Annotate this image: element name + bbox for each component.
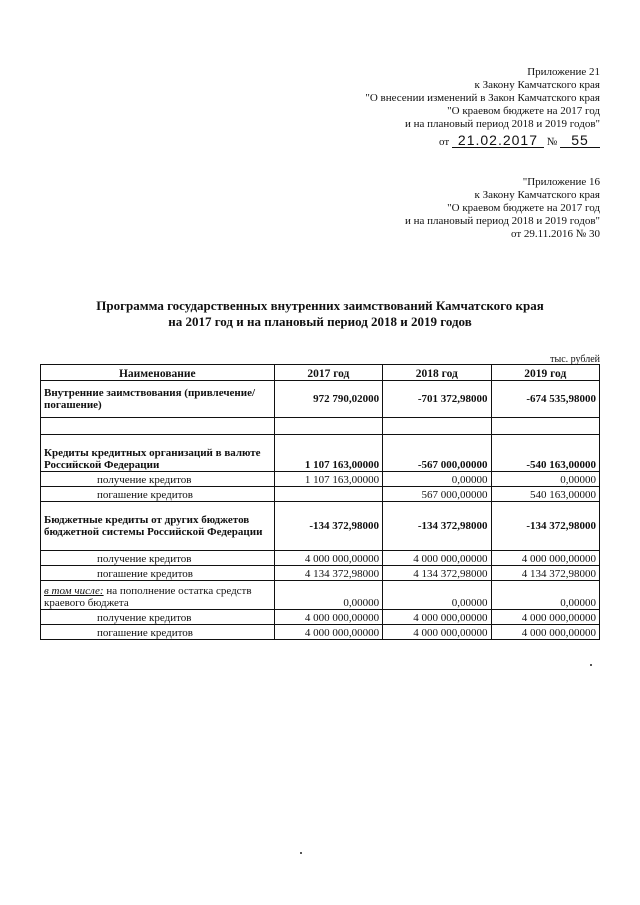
value-2017 [274,487,382,502]
value-2019: 4 000 000,00000 [491,551,599,566]
value-2018: -567 000,00000 [383,435,491,472]
appendix-old-line4: и на плановый период 2018 и 2019 годов" [404,215,600,227]
value-2018: -701 372,98000 [383,381,491,418]
value-2019: 0,00000 [491,472,599,487]
value-2018: -134 372,98000 [383,502,491,551]
header-2017: 2017 год [274,365,382,381]
units-label: тыс. рублей [550,354,600,365]
appendix-header-old [405,176,600,241]
row-name: погашение кредитов [41,566,275,581]
table-row [41,566,600,581]
table-row [41,625,600,640]
blank-cell [383,418,491,435]
table-row [41,610,600,625]
row-prefix: в том числе: [44,585,104,597]
blank-cell [491,418,599,435]
table-header-row [41,365,600,381]
table-row [41,435,600,472]
value-2018: 4 134 372,98000 [383,566,491,581]
number-prefix: № [546,136,558,148]
value-2017: 0,00000 [274,581,382,610]
appendix-header-new [365,66,600,149]
value-2019: 540 163,00000 [491,487,599,502]
title-line1: Программа государственных внутренних заимствований Камчатского края [96,298,544,313]
appendix-old-line3: "О краевом бюджете на 2017 год [447,202,600,214]
date-prefix: от [439,136,450,148]
appendix-old-line5: от 29.11.2016 № 30 [511,228,600,240]
value-2018: 4 000 000,00000 [383,551,491,566]
scan-speck [590,664,592,666]
title-line2: на 2017 год и на плановый период 2018 и 2019 годов [168,314,472,329]
appendix-new-line3: "О внесении изменений в Закон Камчатского края [365,92,600,104]
appendix-new-line1: Приложение 21 [527,66,600,78]
row-name: получение кредитов [41,472,275,487]
law-number-handwritten: 55 [560,133,600,148]
blank-cell [274,418,382,435]
table-row [41,551,600,566]
scan-speck [300,852,302,854]
value-2017: 4 000 000,00000 [274,551,382,566]
value-2017: -134 372,98000 [274,502,382,551]
header-2018: 2018 год [383,365,491,381]
value-2017: 1 107 163,00000 [274,472,382,487]
value-2017: 4 000 000,00000 [274,610,382,625]
value-2018: 4 000 000,00000 [383,610,491,625]
value-2018: 0,00000 [383,581,491,610]
row-name: Внутренние заимствования (привлечение/погашение) [41,381,275,418]
table-row-blank [41,418,600,435]
header-name: Наименование [41,365,275,381]
value-2017: 972 790,02000 [274,381,382,418]
table-row [41,472,600,487]
appendix-new-line4: "О краевом бюджете на 2017 год [447,105,600,117]
value-2017: 1 107 163,00000 [274,435,382,472]
value-2019: 4 000 000,00000 [491,625,599,640]
table-row [41,581,600,610]
value-2017: 4 134 372,98000 [274,566,382,581]
row-name: на пополнение остатка средств краевого бюджета [44,585,252,609]
appendix-old-line2: к Закону Камчатского края [474,189,600,201]
row-name: погашение кредитов [41,625,275,640]
table-row [41,381,600,418]
table-row [41,502,600,551]
value-2019: 0,00000 [491,581,599,610]
blank-cell [41,418,275,435]
value-2018: 567 000,00000 [383,487,491,502]
law-date-number-line [439,133,600,149]
appendix-new-line5: и на плановый период 2018 и 2019 годов" [404,118,600,130]
value-2019: -674 535,98000 [491,381,599,418]
row-name: Бюджетные кредиты от других бюджетов бюджетной системы Российской Федерации [41,502,275,551]
row-name: Кредиты кредитных организаций в валюте Российской Федерации [41,435,275,472]
row-name: погашение кредитов [41,487,275,502]
law-date-handwritten: 21.02.2017 [452,133,544,148]
value-2019: -540 163,00000 [491,435,599,472]
appendix-old-line1: "Приложение 16 [522,176,600,188]
row-name: получение кредитов [41,610,275,625]
document-title [40,298,600,330]
header-2019: 2019 год [491,365,599,381]
value-2018: 4 000 000,00000 [383,625,491,640]
value-2019: 4 000 000,00000 [491,610,599,625]
borrowing-program-table [40,364,600,640]
appendix-new-line2: к Закону Камчатского края [474,79,600,91]
value-2019: 4 134 372,98000 [491,566,599,581]
value-2018: 0,00000 [383,472,491,487]
value-2017: 4 000 000,00000 [274,625,382,640]
row-name: получение кредитов [41,551,275,566]
row-name-with-prefix [41,581,275,610]
value-2019: -134 372,98000 [491,502,599,551]
table-row [41,487,600,502]
